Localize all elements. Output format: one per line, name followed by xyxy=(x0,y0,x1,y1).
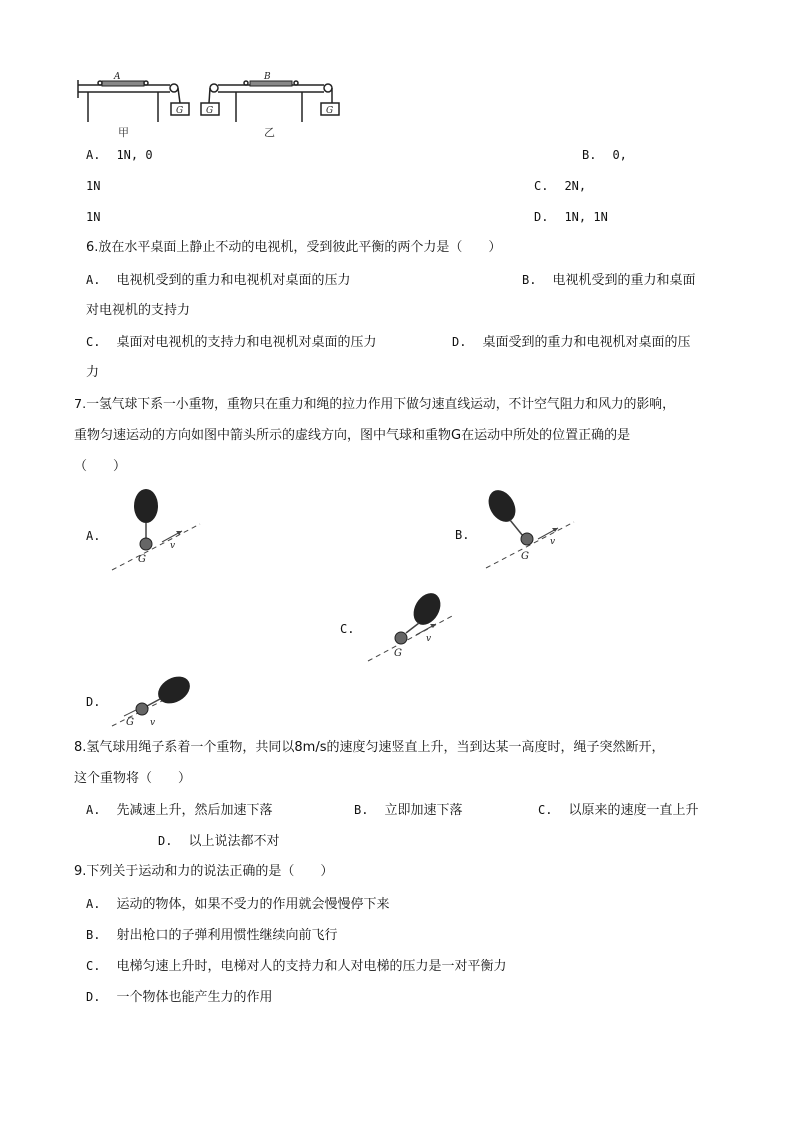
option-text: 桌面受到的重力和电视机对桌面的压 xyxy=(482,335,691,350)
option-text: 先减速上升，然后加速下落 xyxy=(116,803,273,818)
fig-label-b: B xyxy=(264,72,271,82)
option-letter: D. xyxy=(534,210,549,224)
trajectory-line xyxy=(486,522,574,568)
q7-stem-line2: 重物匀速运动的方向如图中箭头所示的虚线方向，图中气球和重物G在运动中所处的位置正确的是 xyxy=(74,428,631,443)
q7-option-d-letter[interactable]: D. xyxy=(86,695,101,709)
label-v: v xyxy=(150,718,156,728)
option-text: 电视机受到的重力和电视机对桌面的压力 xyxy=(116,273,351,288)
q6-option-b-cont: 对电视机的支持力 xyxy=(86,303,191,318)
q8-option-d[interactable] xyxy=(158,833,279,850)
q5-option-a[interactable] xyxy=(86,147,153,164)
option-text: 电梯匀速上升时，电梯对人的支持力和人对电梯的压力是一对平衡力 xyxy=(116,959,507,974)
q5-option-b[interactable] xyxy=(582,147,627,164)
rope xyxy=(510,520,523,536)
option-text: 1N, 0 xyxy=(116,148,153,162)
figure-yi xyxy=(201,81,339,122)
option-letter: D. xyxy=(86,990,101,1004)
balloon xyxy=(483,485,521,526)
label-v: v xyxy=(170,541,176,551)
q5-option-c[interactable] xyxy=(534,178,586,195)
q9-option-c[interactable] xyxy=(86,958,506,975)
option-text: 运动的物体，如果不受力的作用就会慢慢停下来 xyxy=(116,897,390,912)
weight-ball xyxy=(521,533,533,545)
arrow-head xyxy=(430,624,436,628)
option-text: 一个物体也能产生力的作用 xyxy=(116,990,273,1005)
q6-option-a[interactable] xyxy=(86,272,350,289)
q7-option-b-letter[interactable]: B. xyxy=(455,528,470,542)
fig-label-g2: G xyxy=(206,106,214,116)
option-letter: B. xyxy=(582,148,597,162)
option-letter: C. xyxy=(86,959,101,973)
option-letter: A. xyxy=(86,803,101,817)
q9-option-b[interactable] xyxy=(86,927,337,944)
q7-option-a-letter[interactable]: A. xyxy=(86,529,101,543)
q5-option-d[interactable] xyxy=(534,209,608,226)
fig-label-yi: 乙 xyxy=(264,126,275,139)
weight-ball xyxy=(395,632,407,644)
q7-option-d-figure[interactable] xyxy=(108,668,208,730)
label-g: G xyxy=(394,648,402,659)
option-text: 电视机受到的重力和桌面 xyxy=(552,273,696,288)
option-text: 0, xyxy=(612,148,627,162)
q6-option-d-cont: 力 xyxy=(86,365,100,380)
q7-option-c-figure[interactable] xyxy=(360,585,470,670)
option-text: 1N, 1N xyxy=(564,210,608,224)
q9-stem: 9.下列关于运动和力的说法正确的是（ ） xyxy=(74,864,334,879)
balloon xyxy=(134,489,158,523)
option-letter: A. xyxy=(86,148,101,162)
fig-label-a: A xyxy=(114,72,121,82)
trajectory-line xyxy=(112,524,200,570)
q6-option-b[interactable] xyxy=(522,272,695,289)
option-letter: A. xyxy=(86,273,101,287)
option-letter: B. xyxy=(354,803,369,817)
option-letter: D. xyxy=(452,335,467,349)
q9-option-d[interactable] xyxy=(86,989,272,1006)
q5-option-c-cont: 1N xyxy=(86,210,101,224)
balloon xyxy=(408,588,446,629)
q7-stem-line1: 7.一氢气球下系一小重物，重物只在重力和绳的拉力作用下做匀速直线运动，不计空气阻力和风力的影响， xyxy=(74,397,675,412)
q7-option-b-figure[interactable] xyxy=(470,480,590,580)
fig-label-jia: 甲 xyxy=(118,126,129,139)
q8-stem-line2: 这个重物将（ ） xyxy=(74,771,192,786)
label-g: G xyxy=(521,551,529,562)
option-text: 立即加速下落 xyxy=(384,803,463,818)
arrow-head xyxy=(176,531,182,535)
figure-jia xyxy=(78,80,189,122)
q9-option-a[interactable] xyxy=(86,896,389,913)
balloon xyxy=(153,671,194,709)
option-text: 2N, xyxy=(564,179,587,193)
option-letter: B. xyxy=(86,928,101,942)
option-text: 桌面对电视机的支持力和电视机对桌面的压力 xyxy=(116,335,377,350)
label-g: G xyxy=(138,554,146,565)
arrow-head xyxy=(552,528,558,532)
option-letter: C. xyxy=(534,179,549,193)
option-text: 射出枪口的子弹利用惯性继续向前飞行 xyxy=(116,928,338,943)
q6-option-d[interactable] xyxy=(452,334,690,351)
option-text: 以上说法都不对 xyxy=(188,834,280,849)
option-letter: C. xyxy=(86,335,101,349)
q7-stem-line3: （ ） xyxy=(74,459,127,474)
option-text: 以原来的速度一直上升 xyxy=(568,803,699,818)
option-letter: D. xyxy=(158,834,173,848)
q8-stem-line1: 8.氢气球用绳子系着一个重物，共同以8m/s的速度匀速竖直上升，当到达某一高度时，绳子突然断开， xyxy=(74,740,665,755)
option-letter: B. xyxy=(522,273,537,287)
q8-option-b[interactable] xyxy=(354,802,462,819)
q5-option-b-cont: 1N xyxy=(86,179,101,193)
label-g: G xyxy=(126,717,134,728)
q7-option-a-figure[interactable] xyxy=(100,480,210,580)
weight-ball xyxy=(136,703,148,715)
q5-figure xyxy=(70,70,350,140)
label-v: v xyxy=(550,537,556,547)
q6-stem: 6.放在水平桌面上静止不动的电视机，受到彼此平衡的两个力是（ ） xyxy=(86,240,502,255)
q8-option-a[interactable] xyxy=(86,802,272,819)
option-letter: A. xyxy=(86,897,101,911)
option-letter: C. xyxy=(538,803,553,817)
q8-option-c[interactable] xyxy=(538,802,698,819)
weight-ball xyxy=(140,538,152,550)
q7-option-c-letter[interactable]: C. xyxy=(340,622,355,636)
trajectory-line xyxy=(368,615,454,661)
fig-label-g3: G xyxy=(326,106,334,116)
fig-label-g1: G xyxy=(176,106,184,116)
q6-option-c[interactable] xyxy=(86,334,376,351)
rope xyxy=(406,623,419,633)
label-v: v xyxy=(426,634,432,644)
velocity-arrow xyxy=(124,710,136,716)
